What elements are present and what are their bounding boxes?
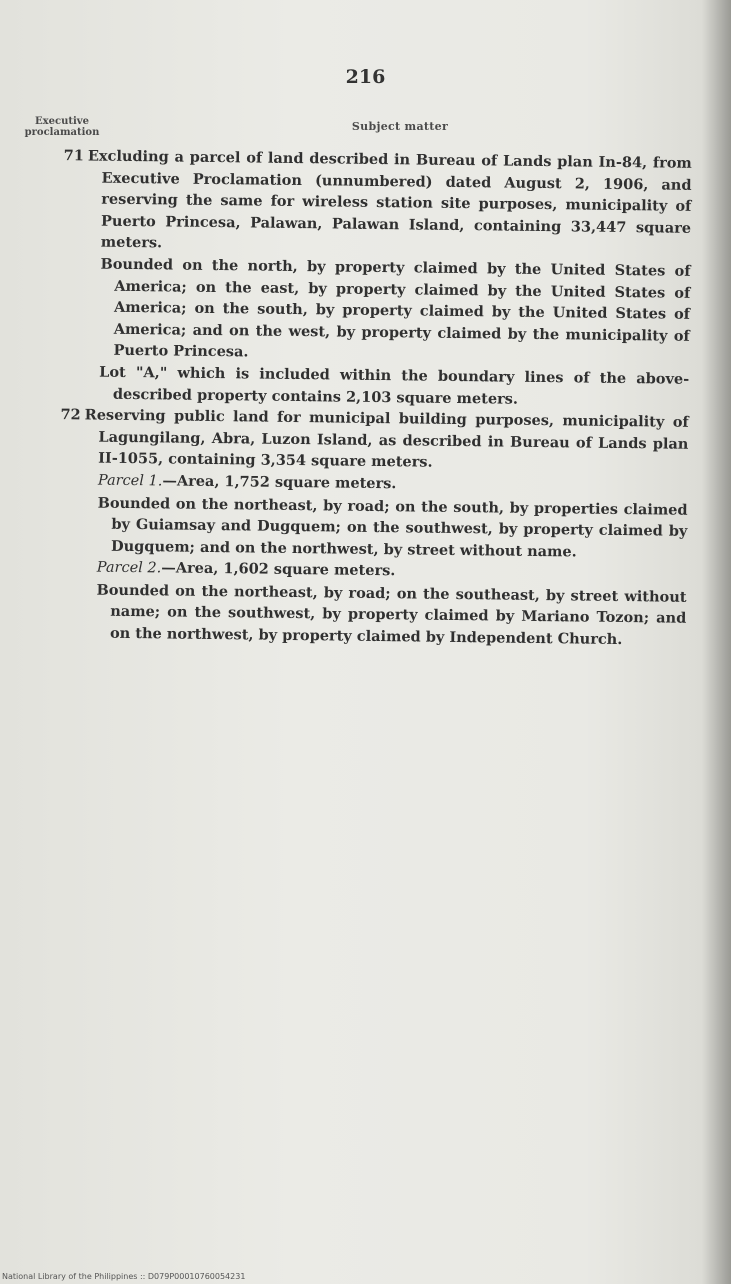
proclamation-number: 72 <box>60 406 81 424</box>
archive-footer: National Library of the Philippines :: D079P00010760054231 <box>2 1272 246 1281</box>
proclamation-number: 71 <box>63 147 84 165</box>
parcel-1-area: Parcel 1.—Area, 1,752 square meters. <box>97 472 397 493</box>
parcel-2-boundaries: Bounded on the northeast, by road; on the southeast, by street without name; on the southwest, by property claimed by Mariano Tozon; and on the northwest, by property claimed by Independent Church. <box>96 581 687 649</box>
parcel-2-label: Parcel 2. <box>96 559 162 577</box>
boundary-description: Bounded on the north, by property claimed by the United States of America; on the east, by property claimed by the United States of America; on the south, by property claimed by the United States of America; and on the west, by property claimed by the municipality of Puerto Princesa. <box>100 255 691 361</box>
column-header-subject-matter: Subject matter <box>351 120 449 133</box>
parcel-1-label: Parcel 1. <box>97 472 163 490</box>
lot-note: Lot "A," which is included within the boundary lines of the above-described property contains 2,103 square meters. <box>99 363 690 408</box>
proclamation-subject: Excluding a parcel of land described in Bureau of Lands plan In-84, from Executive Proclamation (unnumbered) dated August 2, 1906, and reserving the same for wireless station site purposes, municipality of Puerto Princesa, Palawan, Palawan Island, containing 33,447 square meters. <box>87 147 692 252</box>
proclamation-list <box>46 145 692 651</box>
proclamation-entry-72 <box>48 404 689 477</box>
parcel-2-area: Parcel 2.—Area, 1,602 square meters. <box>96 559 396 580</box>
column-header-executive-proclamation: Executive proclamation <box>24 116 100 138</box>
proclamation-entry-71 <box>51 145 692 261</box>
bleed-through-text <box>88 705 688 1225</box>
page-number: 216 <box>345 66 386 88</box>
parcel-1-boundaries: Bounded on the northeast, by road; on the south, by properties claimed by Guiamsay and Dugquem; on the southwest, by property claimed by Dugquem; and on the northwest, by street without name. <box>97 494 688 561</box>
proclamation-subject: Reserving public land for municipal building purposes, municipality of Lagungilang, Abra, Luzon Island, as described in Bureau of Lands plan II-1055, containing 3,354 square meters. <box>84 406 689 471</box>
